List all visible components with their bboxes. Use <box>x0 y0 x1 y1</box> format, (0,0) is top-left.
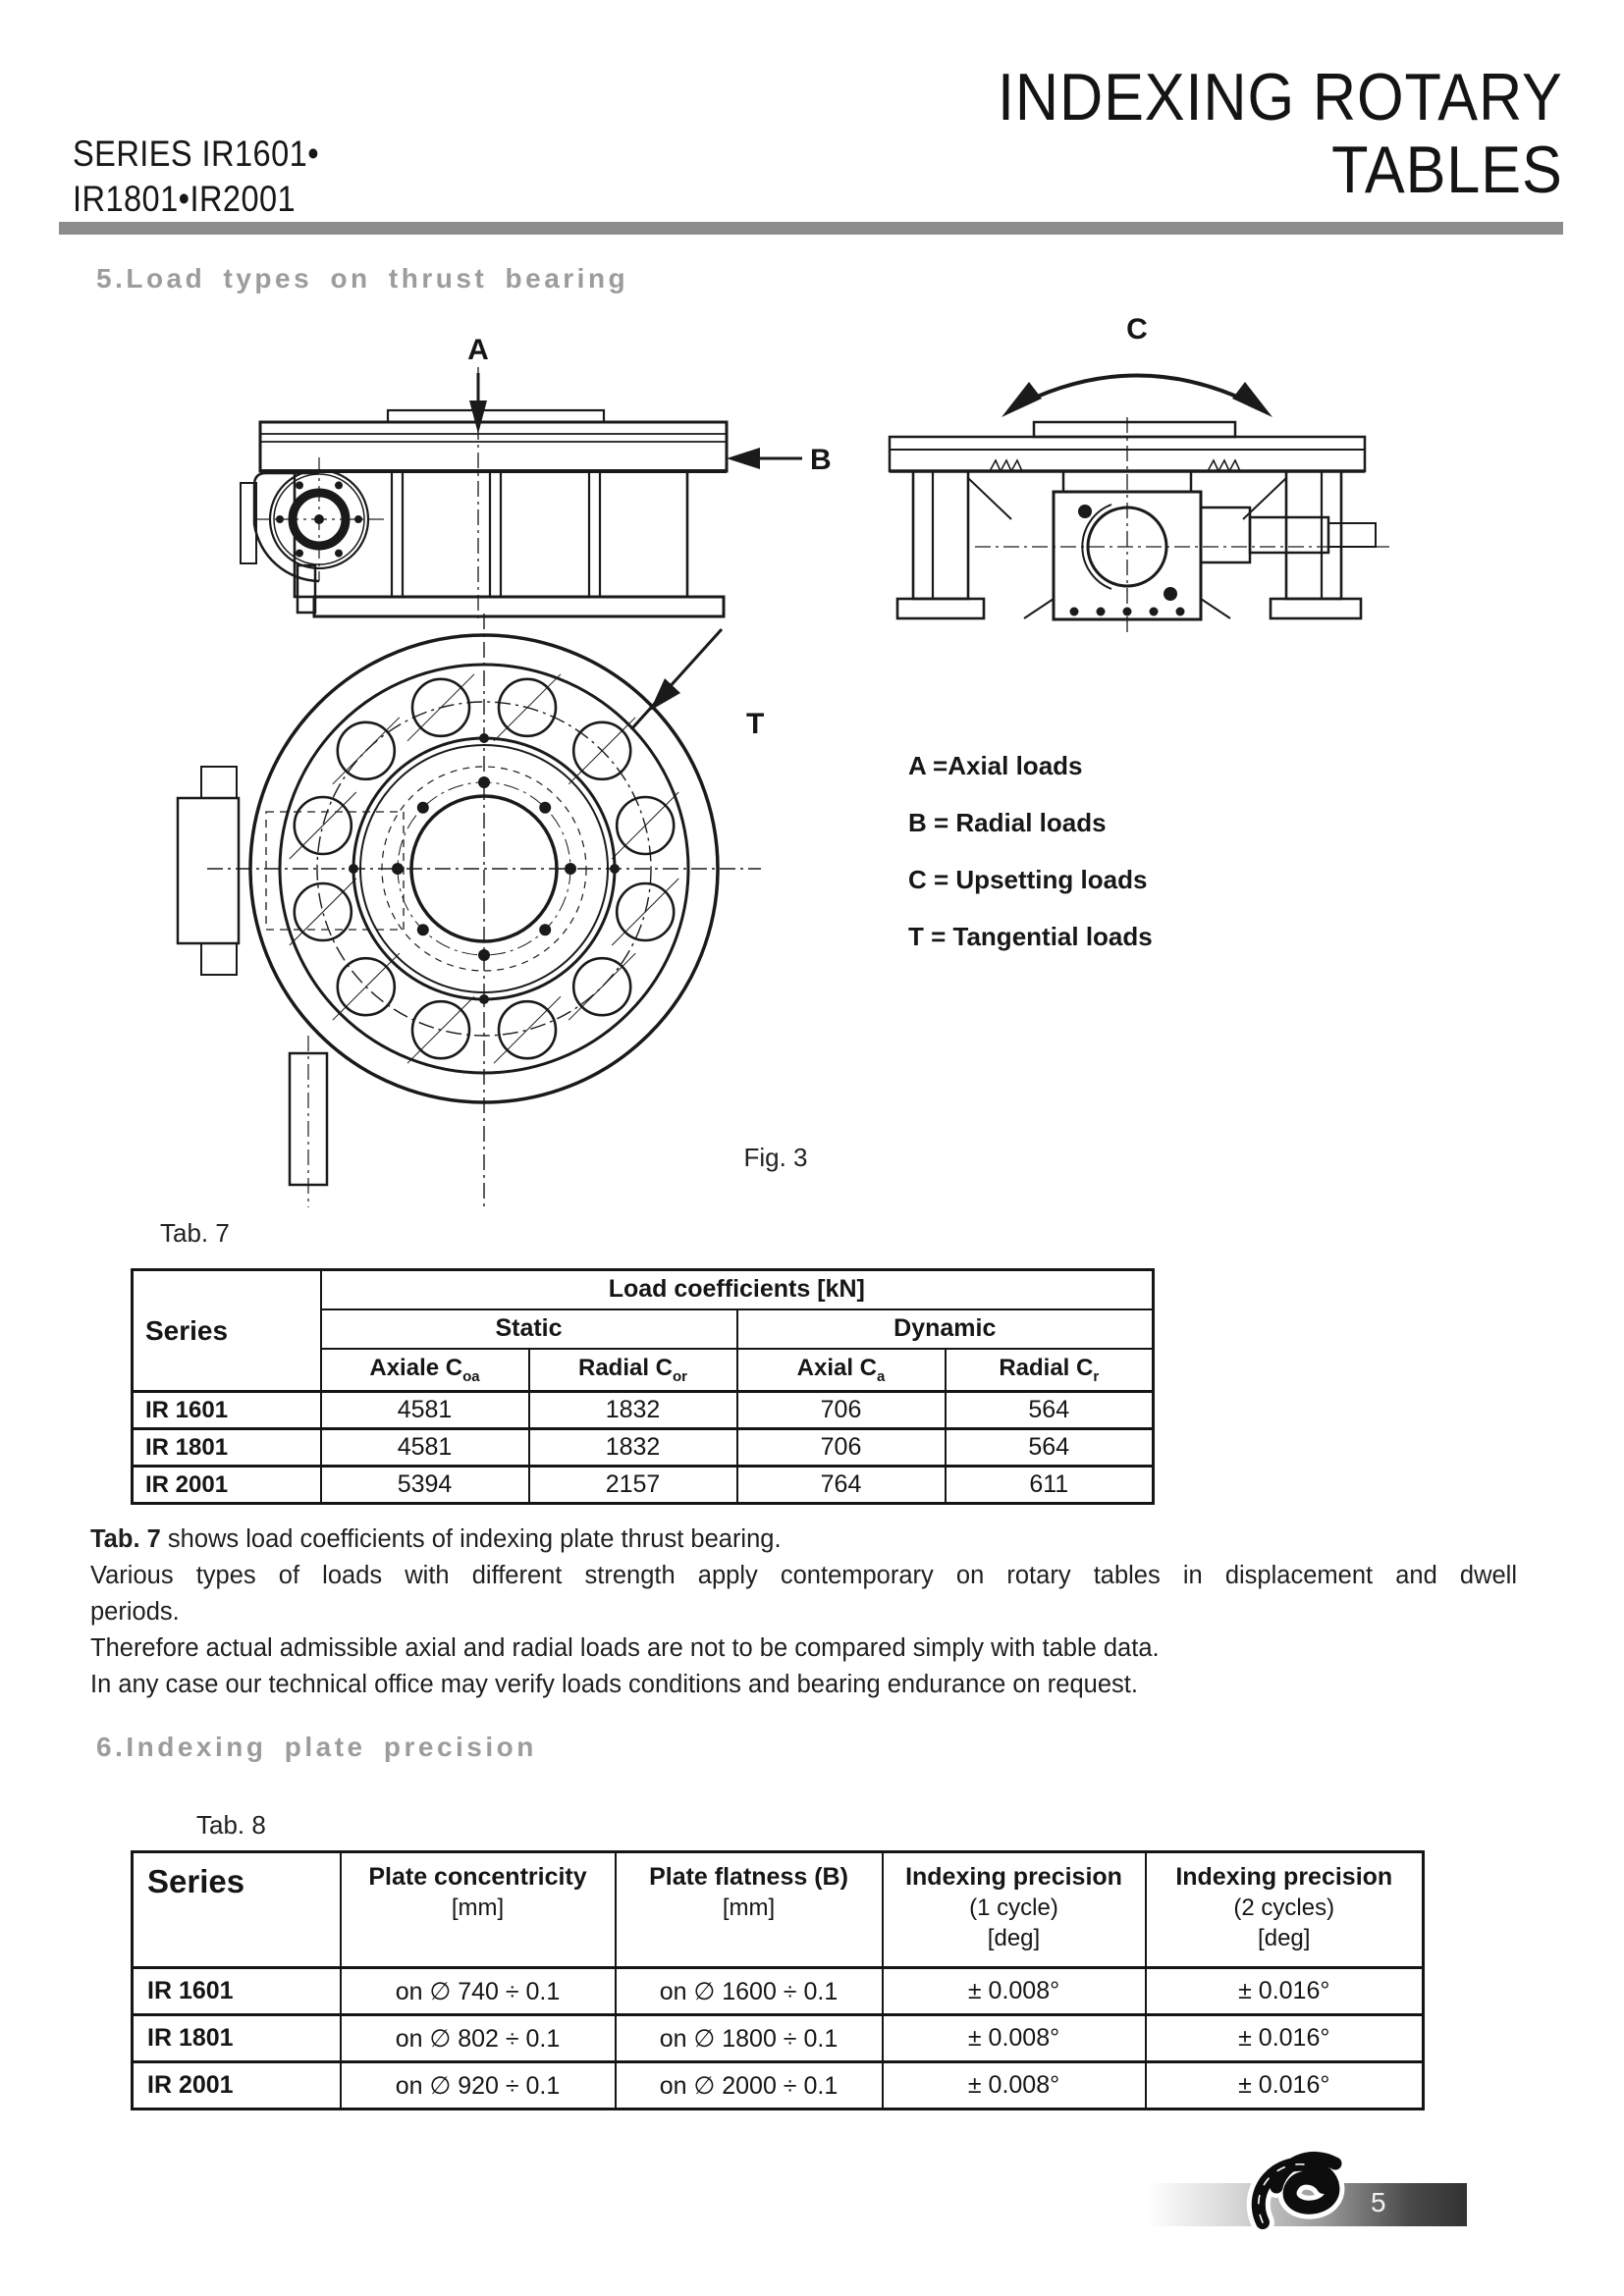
t8-value-cell: ± 0.008° <box>883 2062 1146 2109</box>
indexing-precision-table <box>131 1850 1425 2110</box>
t7-value-cell: 564 <box>946 1429 1154 1467</box>
body-paragraph <box>90 1522 1517 1703</box>
t7-value-cell: 611 <box>946 1467 1154 1504</box>
t8-col-concentricity: Plate concentricity [mm] <box>341 1852 616 1968</box>
series-subtitle <box>73 132 319 222</box>
figure-caption: Fig. 3 <box>743 1143 808 1172</box>
t7-static-group: Static <box>321 1309 737 1349</box>
tab7-label: Tab. 7 <box>160 1218 230 1248</box>
t7-col-axial-ca: Axial $C_a$ <box>737 1349 946 1392</box>
title-line-2: TABLES <box>1331 133 1563 207</box>
t7-value-cell: 4581 <box>321 1392 529 1429</box>
t7-value-cell: 1832 <box>529 1392 737 1429</box>
table-row <box>133 1429 1154 1467</box>
load-label-c: C <box>1126 313 1148 346</box>
brand-logo-icon <box>1239 2140 1361 2248</box>
legend-item-tangential: T = Tangential loads <box>908 922 1153 951</box>
t8-series-header: Series <box>133 1852 341 1968</box>
t8-value-cell: ± 0.008° <box>883 2015 1146 2062</box>
paragraph-line: In any case our technical office may verify loads conditions and bearing endurance on request. <box>90 1671 1138 1698</box>
t8-value-cell: on ∅ 920 ÷ 0.1 <box>341 2062 616 2109</box>
legend-item-radial: B = Radial loads <box>908 808 1107 837</box>
t7-value-cell: 5394 <box>321 1467 529 1504</box>
t7-value-cell: 764 <box>737 1467 946 1504</box>
section-5-heading: 5.Load types on thrust bearing <box>96 263 629 294</box>
t7-value-cell: 4581 <box>321 1429 529 1467</box>
load-label-t: T <box>746 708 765 740</box>
t7-series-cell: IR 1601 <box>133 1392 321 1429</box>
series-line-2: IR1801•IR2001 <box>73 179 297 219</box>
t7-series-cell: IR 1801 <box>133 1429 321 1467</box>
t7-series-header: Series <box>133 1270 321 1392</box>
section-6-heading: 6.Indexing plate precision <box>96 1732 537 1762</box>
t8-value-cell: ± 0.008° <box>883 1968 1146 2015</box>
table-row <box>133 2015 1424 2062</box>
t8-value-cell: ± 0.016° <box>1146 2015 1424 2062</box>
paragraph-line: Various types of loads with different strength apply contemporary on rotary tables in displacement and dwell <box>90 1562 1517 1589</box>
legend-item-upsetting: C = Upsetting loads <box>908 865 1148 894</box>
arrow-c-left-icon <box>1001 382 1042 417</box>
t7-col-axiale-coa: Axiale $C_{oa}$ <box>321 1349 529 1392</box>
paragraph-line: periods. <box>90 1598 180 1626</box>
table-row <box>133 1392 1154 1429</box>
t7-series-cell: IR 2001 <box>133 1467 321 1504</box>
t8-col-precision-2: Indexing precision (2 cycles) [deg] <box>1146 1852 1424 1968</box>
t7-col-radial-cr: Radial $C_r$ <box>946 1349 1154 1392</box>
t8-series-cell: IR 1601 <box>133 1968 341 2015</box>
legend-item-axial: A =Axial loads <box>908 751 1083 780</box>
series-line-1: SERIES IR1601• <box>73 133 320 174</box>
fig3-front-view-drawing <box>842 299 1432 672</box>
load-label-b: B <box>810 444 832 476</box>
page-title <box>998 61 1563 206</box>
t8-value-cell: on ∅ 1800 ÷ 0.1 <box>616 2015 883 2062</box>
load-coefficients-table <box>131 1268 1155 1505</box>
t8-value-cell: ± 0.016° <box>1146 2062 1424 2109</box>
table-row <box>133 1467 1154 1504</box>
t8-series-cell: IR 2001 <box>133 2062 341 2109</box>
t8-value-cell: on ∅ 740 ÷ 0.1 <box>341 1968 616 2015</box>
t7-dynamic-group: Dynamic <box>737 1309 1154 1349</box>
table-header-row <box>133 1852 1424 1968</box>
t8-value-cell: on ∅ 1600 ÷ 0.1 <box>616 1968 883 2015</box>
arrow-t-icon <box>650 678 680 711</box>
t8-col-flatness: Plate flatness (B) [mm] <box>616 1852 883 1968</box>
tab8-label: Tab. 8 <box>196 1810 266 1840</box>
table-row <box>133 2062 1424 2109</box>
load-label-a: A <box>467 334 489 366</box>
t8-series-cell: IR 1801 <box>133 2015 341 2062</box>
table-header-row <box>133 1270 1154 1309</box>
arrow-b-icon <box>727 448 760 469</box>
arrow-c-right-icon <box>1232 382 1272 417</box>
t7-load-coeff-header: Load coefficients [kN] <box>321 1270 1154 1309</box>
t7-value-cell: 2157 <box>529 1467 737 1504</box>
table-row <box>133 1968 1424 2015</box>
paragraph-line: Therefore actual admissible axial and radial loads are not to be compared simply with table data. <box>90 1634 1160 1662</box>
page-number: 5 <box>1371 2187 1386 2217</box>
arrow-a-icon <box>469 400 487 434</box>
t7-value-cell: 564 <box>946 1392 1154 1429</box>
paragraph-line: Tab. 7 shows load coefficients of indexing plate thrust bearing. <box>90 1525 782 1553</box>
t8-value-cell: on ∅ 2000 ÷ 0.1 <box>616 2062 883 2109</box>
t8-value-cell: on ∅ 802 ÷ 0.1 <box>341 2015 616 2062</box>
t8-value-cell: ± 0.016° <box>1146 1968 1424 2015</box>
header-rule <box>59 222 1563 235</box>
t7-value-cell: 706 <box>737 1429 946 1467</box>
t8-col-precision-1: Indexing precision (1 cycle) [deg] <box>883 1852 1146 1968</box>
title-line-1: INDEXING ROTARY <box>998 60 1563 134</box>
t7-value-cell: 1832 <box>529 1429 737 1467</box>
load-types-legend <box>908 751 1153 979</box>
t7-col-radial-cor: Radial $C_{or}$ <box>529 1349 737 1392</box>
fig3-plan-view-drawing <box>172 574 800 1212</box>
t7-value-cell: 706 <box>737 1392 946 1429</box>
